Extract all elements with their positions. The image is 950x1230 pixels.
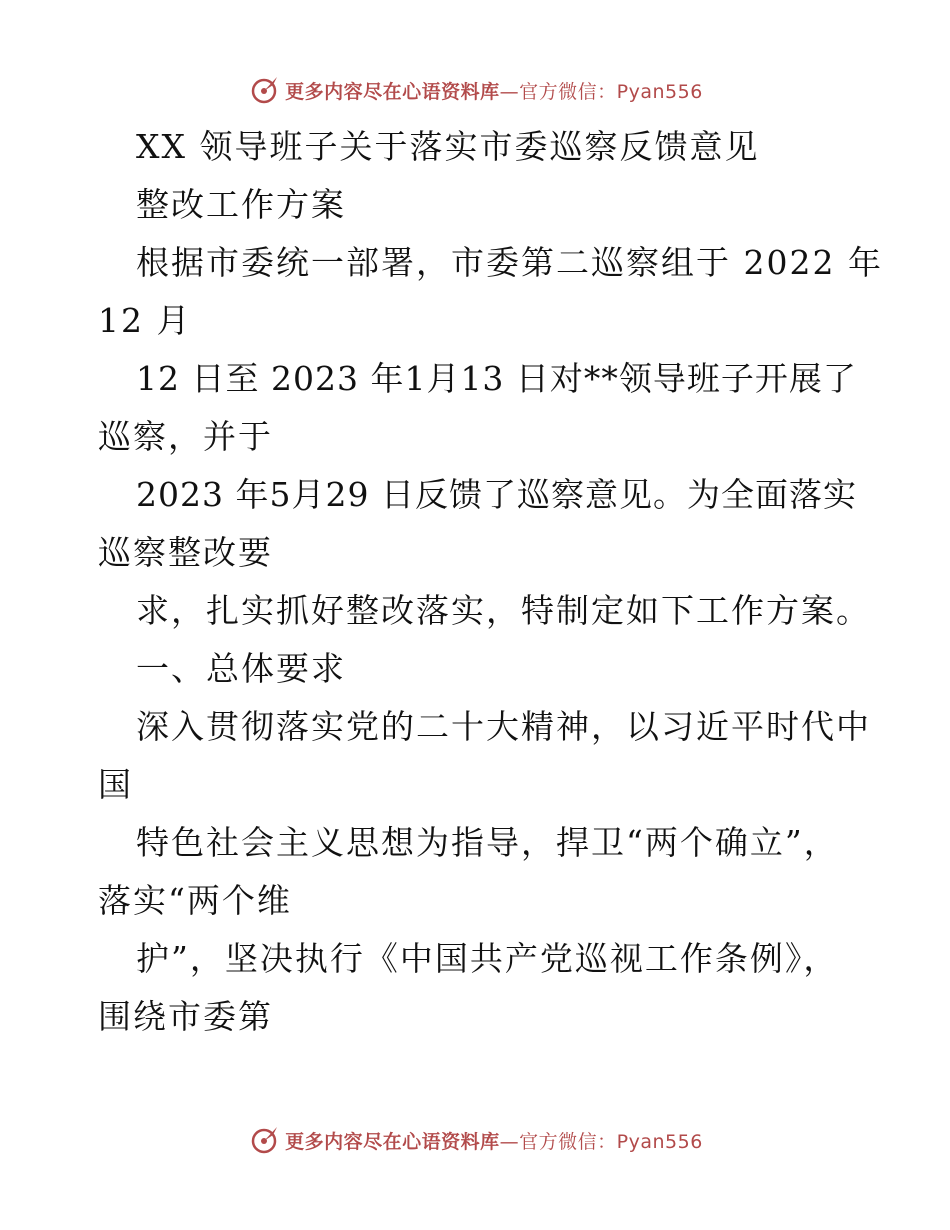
section-heading-1: 一、总体要求 bbox=[136, 649, 346, 688]
watermark-dash: — bbox=[499, 80, 520, 103]
watermark-dash: — bbox=[499, 1130, 520, 1153]
header-watermark bbox=[0, 70, 950, 110]
watermark-main-text: 更多内容尽在心语资料库 bbox=[285, 1130, 500, 1153]
doc-title-line-1: XX 领导班子关于落实市委巡察反馈意见 bbox=[136, 127, 760, 166]
doc-line-8: 巡察整改要 bbox=[98, 533, 273, 572]
doc-title-line-2: 整改工作方案 bbox=[136, 185, 346, 224]
watermark-wechat-text: 官方微信：Pyan556 bbox=[519, 1130, 703, 1153]
watermark-wechat-text: 官方微信：Pyan556 bbox=[519, 80, 703, 103]
doc-line-16: 围绕市委第 bbox=[98, 997, 273, 1036]
doc-line-6: 巡察，并于 bbox=[98, 417, 273, 456]
doc-line-5: 12 日至 2023 年1月13 日对**领导班子开展了 bbox=[136, 359, 857, 398]
doc-line-7: 2023 年5月29 日反馈了巡察意见。为全面落实 bbox=[136, 475, 857, 514]
document-body bbox=[98, 118, 883, 1046]
doc-line-4: 12 月 bbox=[98, 301, 192, 340]
doc-line-3: 根据市委统一部署，市委第二巡察组于 2022 年 bbox=[136, 243, 883, 282]
doc-line-15: 护”，坚决执行《中国共产党巡视工作条例》， bbox=[136, 939, 839, 978]
footer-watermark bbox=[0, 1120, 950, 1160]
quill-logo-icon bbox=[247, 1123, 281, 1157]
doc-line-14: 落实“两个维 bbox=[98, 881, 292, 920]
doc-line-13: 特色社会主义思想为指导，捍卫“两个确立”， bbox=[136, 823, 839, 862]
doc-line-12: 国 bbox=[98, 765, 133, 804]
doc-line-11: 深入贯彻落实党的二十大精神，以习近平时代中 bbox=[136, 707, 871, 746]
quill-logo-icon bbox=[247, 73, 281, 107]
doc-line-9: 求，扎实抓好整改落实，特制定如下工作方案。 bbox=[136, 591, 871, 630]
watermark-main-text: 更多内容尽在心语资料库 bbox=[285, 80, 500, 103]
